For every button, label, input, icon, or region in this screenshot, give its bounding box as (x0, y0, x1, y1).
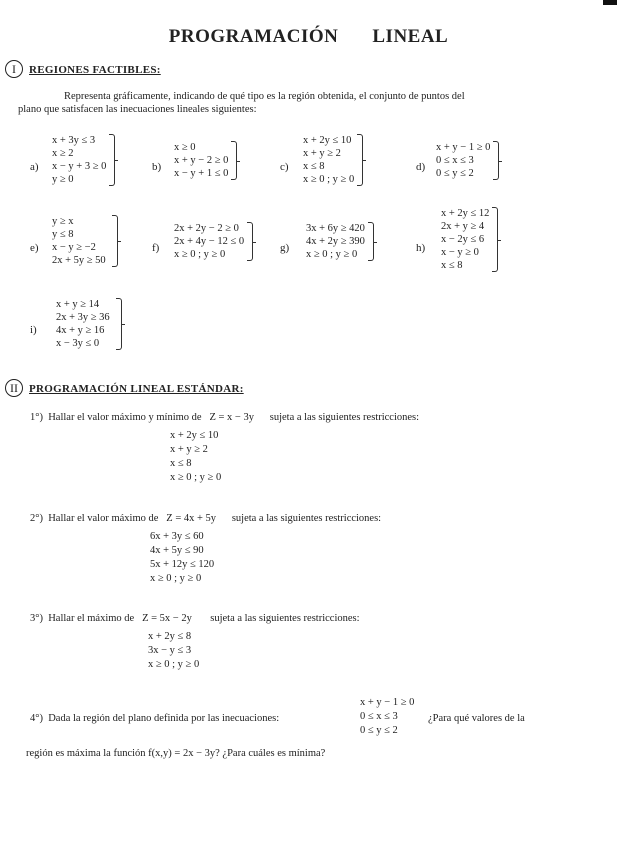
system-i (56, 298, 122, 350)
system-i-label: i) (30, 324, 37, 336)
problem-2-statement (30, 512, 381, 526)
system-f-line: 2x + 4y − 12 ≤ 0 (174, 236, 245, 247)
system-a-line: x ≥ 2 (52, 148, 74, 159)
problem-3-label: 3°) (30, 613, 43, 624)
system-h-line: x − 2y ≤ 6 (441, 234, 485, 245)
brace (112, 215, 118, 267)
system-h-line: x + 2y ≤ 12 (441, 208, 490, 219)
page-title (0, 26, 617, 48)
system-g-line: x ≥ 0 ; y ≥ 0 (306, 249, 358, 260)
system-c-line: x + 2y ≤ 10 (303, 135, 352, 146)
system-f-label: f) (152, 242, 160, 254)
page-corner-mark (603, 0, 617, 5)
system-g-line: 3x + 6y ≥ 420 (306, 223, 365, 234)
system-d-line: x + y − 1 ≥ 0 (436, 142, 491, 153)
system-i-line: 4x + y ≥ 16 (56, 325, 105, 336)
section-2-header (5, 379, 244, 397)
brace (368, 222, 374, 261)
system-i-line: x − 3y ≤ 0 (56, 338, 100, 349)
system-e-line: y ≤ 8 (52, 229, 74, 240)
constraint-line: x ≤ 8 (170, 458, 192, 469)
constraint-line: 6x + 3y ≤ 60 (150, 531, 204, 542)
section-1-header (5, 60, 161, 78)
system-b (174, 141, 237, 180)
title-word-programacion: PROGRAMACIÓN (168, 26, 339, 47)
system-d-line: 0 ≤ x ≤ 3 (436, 155, 474, 166)
system-c-line: x ≤ 8 (303, 161, 325, 172)
system-f (174, 222, 253, 261)
brace (116, 298, 122, 350)
system-c-line: x + y ≥ 2 (303, 148, 341, 159)
problem-4-question-part2: región es máxima la función f(x,y) = 2x − 3y? ¿Para cuáles es mínima? (26, 748, 326, 759)
brace (247, 222, 253, 261)
system-c-line: x ≥ 0 ; y ≥ 0 (303, 174, 355, 185)
system-f-line: x ≥ 0 ; y ≥ 0 (174, 249, 226, 260)
constraint-line: 5x + 12y ≤ 120 (150, 559, 215, 570)
constraint-line: x ≥ 0 ; y ≥ 0 (150, 573, 202, 584)
system-h-label: h) (416, 242, 426, 254)
problem-2-objective: Z = 4x + 5y (166, 513, 217, 524)
problem-4-label: 4°) (30, 713, 43, 724)
problem-3-objective: Z = 5x − 2y (142, 613, 192, 624)
constraint-line: x + y − 1 ≥ 0 (360, 697, 415, 708)
problem-1-text: Hallar el valor máximo y mínimo de (48, 412, 202, 423)
constraint-line: 0 ≤ y ≤ 2 (360, 725, 398, 736)
system-c (303, 134, 363, 186)
system-e-label: e) (30, 242, 39, 254)
system-h-line: 2x + y ≥ 4 (441, 221, 485, 232)
constraint-line: x ≥ 0 ; y ≥ 0 (170, 472, 222, 483)
system-a (52, 134, 115, 186)
problem-3-statement (30, 612, 360, 626)
brace (109, 134, 115, 186)
system-b-label: b) (152, 161, 162, 173)
title-word-lineal: LINEAL (372, 26, 449, 47)
section-2-numeral: II (5, 379, 23, 397)
system-e-line: x − y ≥ −2 (52, 242, 96, 253)
system-h-line: x ≤ 8 (441, 260, 463, 271)
system-e-line: y ≥ x (52, 216, 74, 227)
constraint-line: x ≥ 0 ; y ≥ 0 (148, 659, 200, 670)
problem-2-tail: sujeta a las siguientes restricciones: (231, 513, 382, 524)
problem-4-question-part1: ¿Para qué valores de la (428, 713, 525, 724)
system-h-line: x − y ≥ 0 (441, 247, 479, 258)
problem-2-text: Hallar el valor máximo de (48, 513, 159, 524)
section-2-heading: PROGRAMACIÓN LINEAL ESTÁNDAR: (29, 383, 244, 395)
problem-1-tail: sujeta a las siguientes restricciones: (269, 412, 420, 423)
system-d (436, 141, 499, 180)
system-a-line: x − y + 3 ≥ 0 (52, 161, 107, 172)
problem-4-text: Dada la región del plano definida por las inecuaciones: (48, 713, 280, 724)
problem-3-text: Hallar el máximo de (48, 613, 135, 624)
problem-1-constraints (170, 429, 221, 485)
problem-2-label: 2°) (30, 513, 43, 524)
constraint-line: x + 2y ≤ 10 (170, 430, 219, 441)
problem-4-constraints (360, 696, 414, 738)
section-1-numeral: I (5, 60, 23, 78)
system-a-line: y ≥ 0 (52, 174, 74, 185)
problem-1-statement (30, 411, 419, 425)
problem-4-statement (30, 712, 279, 726)
constraint-line: 3x − y ≤ 3 (148, 645, 192, 656)
system-g (306, 222, 374, 261)
problem-2-constraints (150, 530, 214, 586)
system-b-line: x ≥ 0 (174, 142, 196, 153)
system-a-label: a) (30, 161, 39, 173)
system-c-label: c) (280, 161, 289, 173)
system-i-line: 2x + 3y ≥ 36 (56, 312, 110, 323)
system-b-line: x − y + 1 ≤ 0 (174, 168, 229, 179)
constraint-line: x + 2y ≤ 8 (148, 631, 192, 642)
system-i-line: x + y ≥ 14 (56, 299, 100, 310)
section-1-intro-line1: Representa gráficamente, indicando de qué tipo es la región obtenida, el conjunto de puntos del (64, 91, 465, 102)
constraint-line: x + y ≥ 2 (170, 444, 208, 455)
system-b-line: x + y − 2 ≥ 0 (174, 155, 229, 166)
system-f-line: 2x + 2y − 2 ≥ 0 (174, 223, 239, 234)
section-1-intro-line2: plano que satisfacen las inecuaciones lineales siguientes: (18, 104, 257, 115)
problem-1-objective: Z = x − 3y (209, 412, 254, 423)
system-a-line: x + 3y ≤ 3 (52, 135, 96, 146)
constraint-line: 4x + 5y ≤ 90 (150, 545, 204, 556)
brace (357, 134, 363, 186)
system-g-line: 4x + 2y ≥ 390 (306, 236, 365, 247)
brace (493, 141, 499, 180)
system-h (441, 207, 498, 272)
system-d-line: 0 ≤ y ≤ 2 (436, 168, 474, 179)
problem-3-tail: sujeta a las siguientes restricciones: (210, 613, 360, 624)
system-d-label: d) (416, 161, 426, 173)
section-1-heading: REGIONES FACTIBLES: (29, 64, 161, 76)
system-e (52, 215, 118, 267)
constraint-line: 0 ≤ x ≤ 3 (360, 711, 398, 722)
brace (231, 141, 237, 180)
problem-1-label: 1°) (30, 412, 43, 423)
brace (492, 207, 498, 272)
system-e-line: 2x + 5y ≥ 50 (52, 255, 106, 266)
system-g-label: g) (280, 242, 290, 254)
problem-3-constraints (148, 630, 199, 672)
